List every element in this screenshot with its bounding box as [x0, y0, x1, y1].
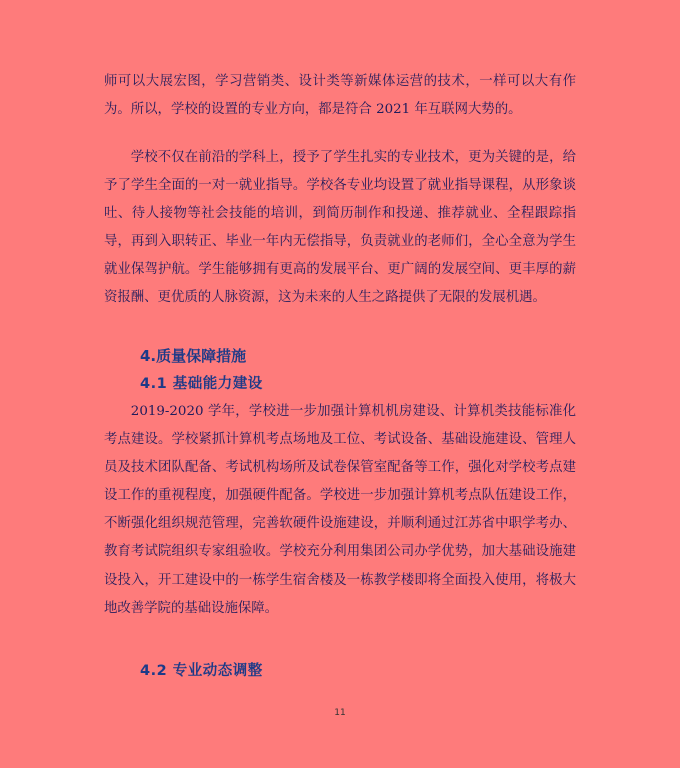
section-heading-quality-assurance: 4.质量保障措施: [140, 347, 247, 365]
subsection-heading-basic-capacity: 4.1 基础能力建设: [140, 376, 263, 392]
page-number: 11: [334, 708, 346, 718]
paragraph-basic-capacity-building: 2019-2020 学年，学校进一步加强计算机机房建设、计算机类技能标准化考点建设。学校紧抓计算机考点场地及工位、考试设备、基础设施建设、管理人员及技术团队配备、考试机构场所及试卷保管室配备等工作，强化对学校考点建设工作的重视程度，加强硬件配备。学校进一步加强计算机考点队伍建设工作，不断强化组织规范管理，完善软硬件设施建设，并顺利通过江苏省中职学考办、教育考试院组织专家组验收。学校充分利用集团公司办学优势，加大基础设施建设投入，开工建设中的一栋学生宿舍楼及一栋教学楼即将全面投入使用，将极大地改善学院的基础设施保障。: [104, 404, 576, 616]
subsection-heading-dynamic-adjustment: 4.2 专业动态调整: [140, 663, 263, 679]
paragraph-employment-guidance: 学校不仅在前沿的学科上，授予了学生扎实的专业技术，更为关键的是，给予了学生全面的一对一就业指导。学校各专业均设置了就业指导课程，从形象谈吐、待人接物等社会技能的培训，到简历制作和投递、推荐就业、全程跟踪指导，再到入职转正、毕业一年内无偿指导，负责就业的老师们，全心全意为学生就业保驾护航。学生能够拥有更高的发展平台、更广阔的发展空间、更丰厚的薪资报酬、更优质的人脉资源，这为未来的人生之路提供了无限的发展机遇。: [104, 150, 576, 306]
paragraph-internet-trend: 师可以大展宏图，学习营销类、设计类等新媒体运营的技术，一样可以大有作为。所以，学校的设置的专业方向，都是符合 2021 年互联网大势的。: [104, 74, 576, 118]
